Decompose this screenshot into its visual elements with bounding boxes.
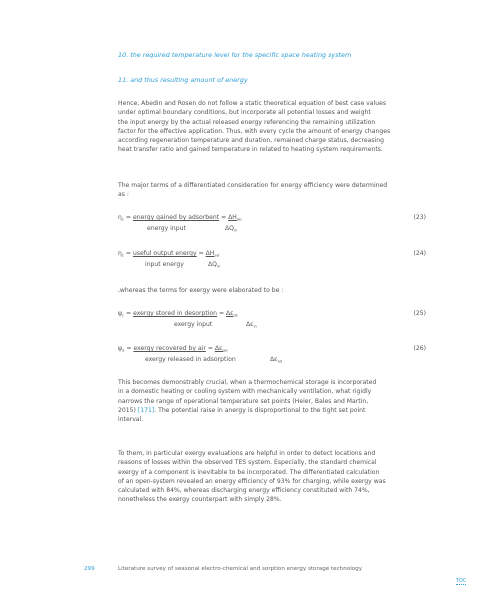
paragraph-4 <box>118 449 424 505</box>
eq-symbol: ψ <box>118 345 123 352</box>
eq-rhs-numerator: $\Delta H_{ab}$ <box>228 214 242 222</box>
text-line: The major terms of a differentiated consideration for energy efficiency were determined <box>118 182 388 189</box>
eq-rhs-denominator: $\Delta Q_{in}$ <box>225 225 238 233</box>
eq-denominator: exergy input <box>174 321 213 328</box>
eq-rhs-numerator: $\Delta H_{ad}$ <box>205 250 220 258</box>
text-line: of an open-system revealed an energy efficiency of 93% for charging, while exergy was <box>118 477 386 485</box>
eq-denominator: exergy released in adsorption <box>145 356 236 363</box>
eq-numerator: exergy recovered by air <box>133 345 206 352</box>
eq-denominator: energy input <box>147 225 186 232</box>
eq-rhs-numerator: $\Delta\varepsilon_{ds}$ <box>226 310 238 318</box>
text-line: Hence, Abedin and Rosen do not follow a static theoretical equation of best case values <box>118 100 386 107</box>
text-line: interval. <box>118 416 144 424</box>
equation-number: (24) <box>413 250 426 257</box>
text-line: reasons of losses within the observed TES system. Especially, the standard chemical <box>118 459 377 467</box>
eq-rhs-numerator: $\Delta\varepsilon_{rec}$ <box>214 345 229 353</box>
eq-rhs-denominator: $\Delta Q_{in}$ <box>208 261 221 269</box>
text-line: under optimal boundary conditions, but incorporate all potential losses and weight <box>118 109 371 117</box>
text-line: calculated with 84%, whereas discharging energy efficiency constituted with 74%, <box>118 487 370 495</box>
toc-link[interactable]: TOC <box>456 578 467 584</box>
equation-number: (26) <box>413 345 426 352</box>
paragraph-2 <box>118 181 424 200</box>
page-number: 299 <box>84 566 95 572</box>
equation-26: $\psi_d$ = exergy recovered by air = $\Delta\varepsilon_{rec}$ exergy released in adsorption $\Delta\varepsilon_{ad}$ (26) <box>118 345 426 364</box>
eq-rhs-denominator: $\Delta\varepsilon_{in}$ <box>246 321 257 329</box>
eq-rhs-denominator: $\Delta\varepsilon_{ad}$ <box>270 356 283 364</box>
text-line: This becomes demonstrably crucial, when a thermochemical storage is incorporated <box>118 379 377 386</box>
eq-symbol: ψ <box>118 310 123 317</box>
running-title: Literature survey of seasonal electro-chemical and sorption energy storage technology <box>118 566 363 572</box>
text-line: the input energy by the actual released energy referencing the remaining utilization <box>118 118 376 126</box>
text-line: 2015) [171]. The potential raise in anergy is disproportional to the tight set point <box>118 406 366 414</box>
eq-symbol: η <box>118 250 122 257</box>
text-line: in a domestic heating or cooling system with mechanically ventilation, what rigidly <box>118 388 372 396</box>
eq-symbol: η <box>118 214 122 221</box>
text-line: To them, in particular exergy evaluations are helpful in order to detect locations and <box>118 450 376 457</box>
equation-24: $\eta_c$ = useful output energy = $\Delta H_{ad}$ input energy $\Delta Q_{in}$ (24) <box>118 250 426 269</box>
text-line: nonetheless the exergy counterpart with simply 28%. <box>118 496 282 504</box>
citation-link[interactable]: [171] <box>137 406 155 414</box>
text-line: heat transfer ratio and gained temperature in related to heating system requirements. <box>118 146 383 154</box>
eq-numerator: exergy stored in desorption <box>133 310 218 317</box>
equation-number: (25) <box>413 310 426 317</box>
text-line: as : <box>118 191 129 199</box>
text-line: factor for the effective application. Thus, with every cycle the amount of energy changes <box>118 127 391 135</box>
eq-denominator: input energy <box>145 261 184 268</box>
text-line: narrows the range of operational temperature set points (Heier, Bales and Martin, <box>118 397 369 405</box>
paragraph-3 <box>118 378 424 424</box>
list-item-10: 10. the required temperature level for the specific space heating system <box>118 51 352 59</box>
eq-numerator: useful output energy <box>132 250 197 257</box>
text-line: exergy of a component is inevitable to be incorporated. The differentiated calculation <box>118 468 380 476</box>
equation-25: $\psi_c$ = exergy stored in desorption = $\Delta\varepsilon_{ds}$ exergy input $\Delta\varepsilon_{in}$ (25) <box>118 310 426 329</box>
exergy-intro-text: ,whereas the terms for exergy were elaborated to be : <box>118 287 284 294</box>
paragraph-1 <box>118 99 424 155</box>
equation-23: $\eta_c$ = energy gained by adsorbent = $\Delta H_{ab}$ energy input $\Delta Q_{in}$ (23) <box>118 214 426 233</box>
eq-numerator: energy gained by adsorbent <box>132 214 220 221</box>
list-item-11: 11. and thus resulting amount of energy <box>118 76 248 84</box>
equation-number: (23) <box>413 214 426 221</box>
text-line: according regeneration temperature and duration, remained charge status, decreasing <box>118 137 384 145</box>
